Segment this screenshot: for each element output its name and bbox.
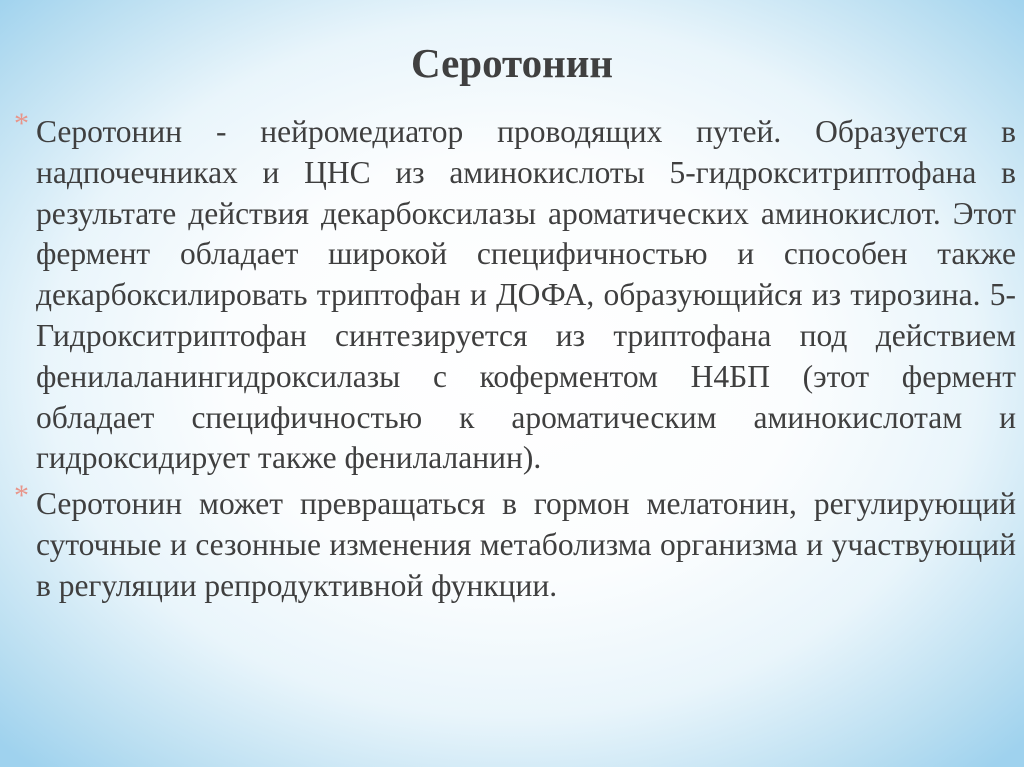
asterisk-bullet-icon: * xyxy=(14,479,29,513)
bullet-text: Серотонин может превращаться в гормон мелатонин, регулирующий суточные и сезонные изменения метаболизма организма и участвующий в регуляции репродуктивной функции. xyxy=(36,486,1016,603)
bullet-text: Серотонин - нейромедиатор проводящих путей. Образуется в надпочечниках и ЦНС из аминокислоты 5-гидрокситриптофана в результате действия декарбоксилазы ароматических аминокислот. Этот фермент обладает широкой специфичностью и способен также декарбоксилировать триптофан и ДОФА, образующийся из тирозина. 5-Гидрокситриптофан синтезируется из триптофана под действием фенилаланингидроксилазы с коферментом Н4БП (этот фермент обладает специфичностью к ароматическим аминокислотам и гидроксидирует также фенилаланин). xyxy=(36,114,1016,476)
slide-title: Серотонин xyxy=(410,40,614,86)
slide-content xyxy=(14,107,1016,612)
asterisk-bullet-icon: * xyxy=(14,107,29,140)
bullet-item xyxy=(14,479,1016,606)
bullet-item xyxy=(14,107,1016,479)
